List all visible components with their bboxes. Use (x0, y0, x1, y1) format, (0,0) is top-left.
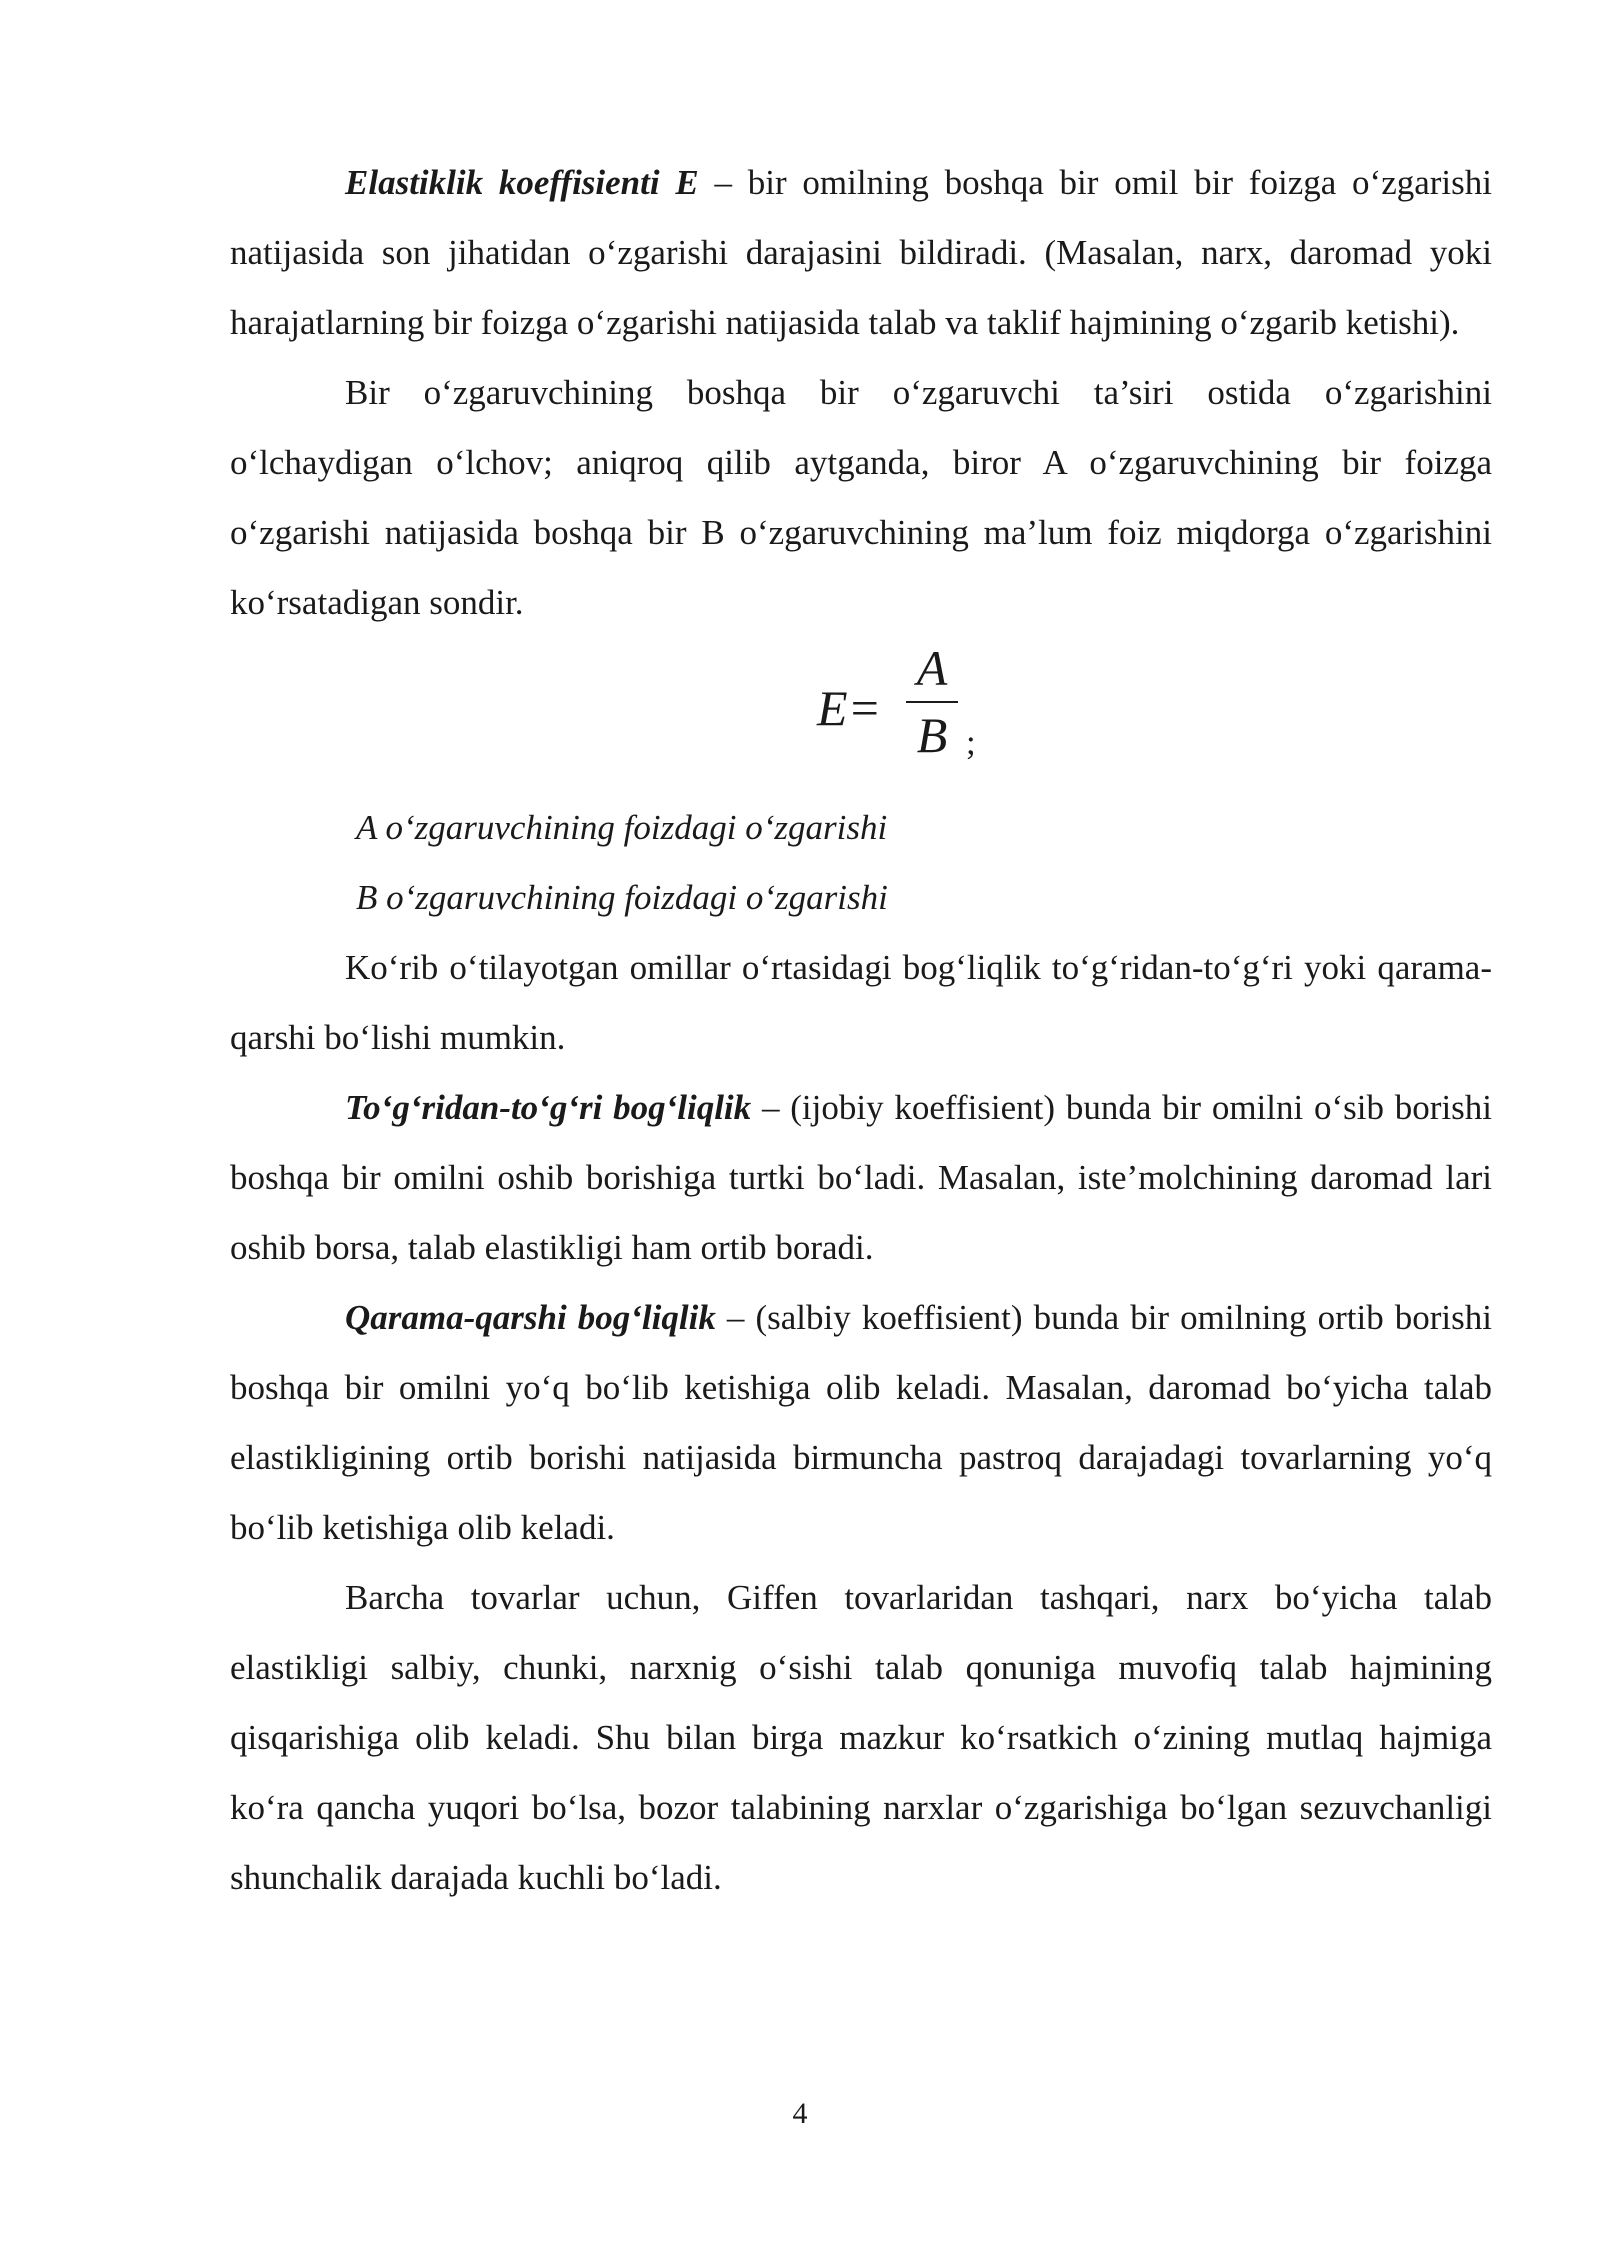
paragraph-text: – bir omilning boshqa bir omil bir foizga o‘zgarishi natijasida son jihatidan o‘zgarishi darajasini bildiradi. (Masalan, narx, daromad yoki harajatlarning bir foizga o‘zgarishi natijasida talab va taklif hajmining o‘zgarib ketishi). (230, 163, 1492, 342)
page-number: 4 (792, 2097, 808, 2130)
paragraph-inverse-relationship (230, 1283, 1492, 1563)
formula-denominator: B (916, 707, 948, 763)
paragraph-measure-explanation (230, 358, 1492, 638)
term-direct-relationship: To‘g‘ridan-to‘g‘ri bog‘liqlik (345, 1088, 752, 1127)
definition-a: A o‘zgaruvchining foizdagi o‘zgarishi (356, 808, 888, 847)
formula-fraction (906, 638, 958, 764)
paragraph-text: – (salbiy koeffisient) bunda bir omilning ortib borishi boshqa bir omilni yo‘q bo‘lib ketishiga olib keladi. Masalan, daromad bo‘yicha talab elastikligining ortib borishi natijasida birmuncha pastroq darajadagi tovarlarning yo‘q bo‘lib ketishiga olib keladi. (230, 1298, 1493, 1547)
elasticity-formula (230, 638, 1492, 793)
paragraph-relationship-types (230, 933, 1492, 1073)
formula-numerator: A (916, 640, 948, 696)
formula-lhs: E= (817, 680, 882, 736)
page-body (230, 148, 1492, 1913)
paragraph-text: Bir o‘zgaruvchining boshqa bir o‘zgaruvchi ta’siri ostida o‘zgarishini o‘lchaydigan o‘lchov; aniqroq qilib aytganda, biror A o‘zgaruvchining bir foizga o‘zgarishi natijasida boshqa bir B o‘zgaruvchining ma’lum foiz miqdorga o‘zgarishini ko‘rsatadigan sondir. (230, 373, 1492, 622)
paragraph-text: – (ijobiy koeffisient) bunda bir omilni o‘sib borishi boshqa bir omilni oshib borishiga turtki bo‘ladi. Masalan, iste’molchining daromad lari oshib borsa, talab elastikligi ham ortib boradi. (230, 1088, 1493, 1267)
term-inverse-relationship: Qarama-qarshi bog‘liqlik (345, 1298, 716, 1337)
fraction-bar (906, 701, 958, 703)
paragraph-direct-relationship (230, 1073, 1492, 1283)
paragraph-text: Ko‘rib o‘tilayotgan omillar o‘rtasidagi bog‘liqlik to‘g‘ridan-to‘g‘ri yoki qarama-qarshi bo‘lishi mumkin. (230, 948, 1492, 1057)
definition-b: B o‘zgaruvchining foizdagi o‘zgarishi (356, 878, 888, 917)
paragraph-elasticity-definition (230, 148, 1492, 358)
term-elasticity-coefficient: Elastiklik koeffisienti E (345, 163, 699, 202)
paragraph-text: Barcha tovarlar uchun, Giffen tovarlaridan tashqari, narx bo‘yicha talab elastikligi salbiy, chunki, narxnig o‘sishi talab qonuniga muvofiq talab hajmining qisqarishiga olib keladi. Shu bilan birga mazkur ko‘rsatkich o‘zining mutlaq hajmiga ko‘ra qancha yuqori bo‘lsa, bozor talabining narxlar o‘zgarishiga bo‘lgan sezuvchanligi shunchalik darajada kuchli bo‘ladi. (230, 1578, 1492, 1897)
formula-semicolon: ; (966, 723, 976, 762)
paragraph-giffen-goods (230, 1563, 1492, 1913)
